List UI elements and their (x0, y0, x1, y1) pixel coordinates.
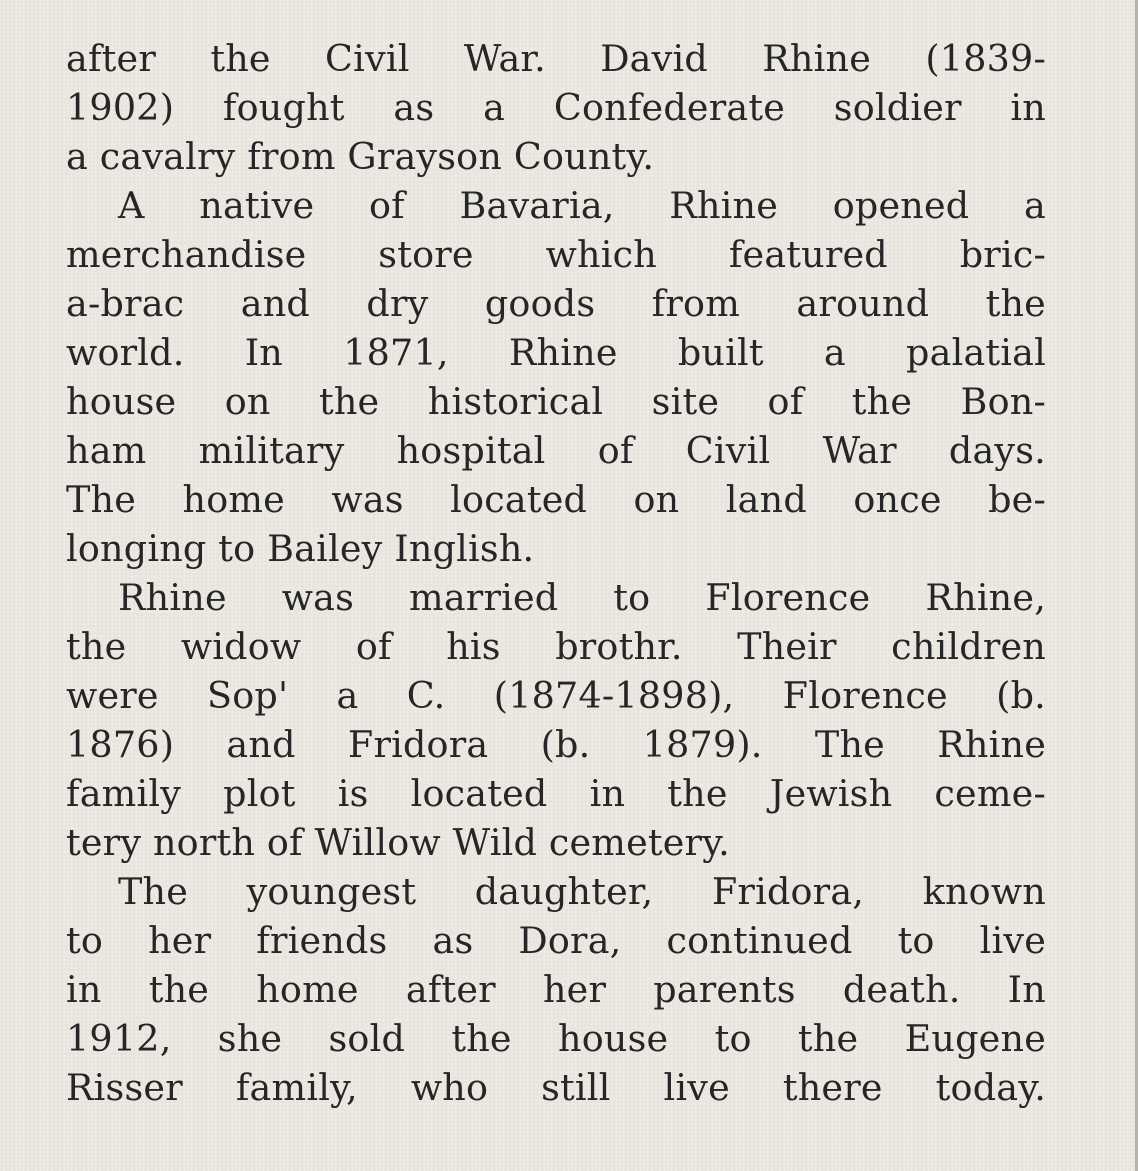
text-line: The home was located on land once be- (66, 478, 1046, 521)
text-line: 1912, she sold the house to the Eugene (66, 1017, 1046, 1060)
text-line: a cavalry from Grayson County. (66, 135, 655, 178)
text-line: a-brac and dry goods from around the (66, 282, 1046, 325)
paragraph-2 (66, 181, 1046, 573)
text-line: were Sop' a C. (1874-1898), Florence (b. (66, 674, 1046, 717)
paragraph-3 (66, 573, 1046, 867)
text-line: The youngest daughter, Fridora, known (118, 870, 1046, 913)
text-line: family plot is located in the Jewish ceme- (66, 772, 1046, 815)
text-line: the widow of his brothr. Their children (66, 625, 1046, 668)
text-line: A native of Bavaria, Rhine opened a (118, 184, 1046, 227)
paragraph-1 (66, 34, 1046, 181)
text-line: in the home after her parents death. In (66, 968, 1046, 1011)
text-line: house on the historical site of the Bon- (66, 380, 1046, 423)
text-line: to her friends as Dora, continued to live (66, 919, 1046, 962)
text-line: longing to Bailey Inglish. (66, 527, 535, 570)
text-line: after the Civil War. David Rhine (1839- (66, 37, 1046, 80)
paragraph-4 (66, 867, 1046, 1112)
text-line: merchandise store which featured bric- (66, 233, 1046, 276)
text-line: ham military hospital of Civil War days. (66, 429, 1046, 472)
text-line: 1902) fought as a Confederate soldier in (66, 86, 1046, 129)
article-text (66, 34, 1046, 1112)
text-line: Rhine was married to Florence Rhine, (118, 576, 1046, 619)
text-line: tery north of Willow Wild cemetery. (66, 821, 730, 864)
text-line: Risser family, who still live there today. (66, 1066, 1046, 1109)
text-line: 1876) and Fridora (b. 1879). The Rhine (66, 723, 1046, 766)
text-line: world. In 1871, Rhine built a palatial (66, 331, 1046, 374)
